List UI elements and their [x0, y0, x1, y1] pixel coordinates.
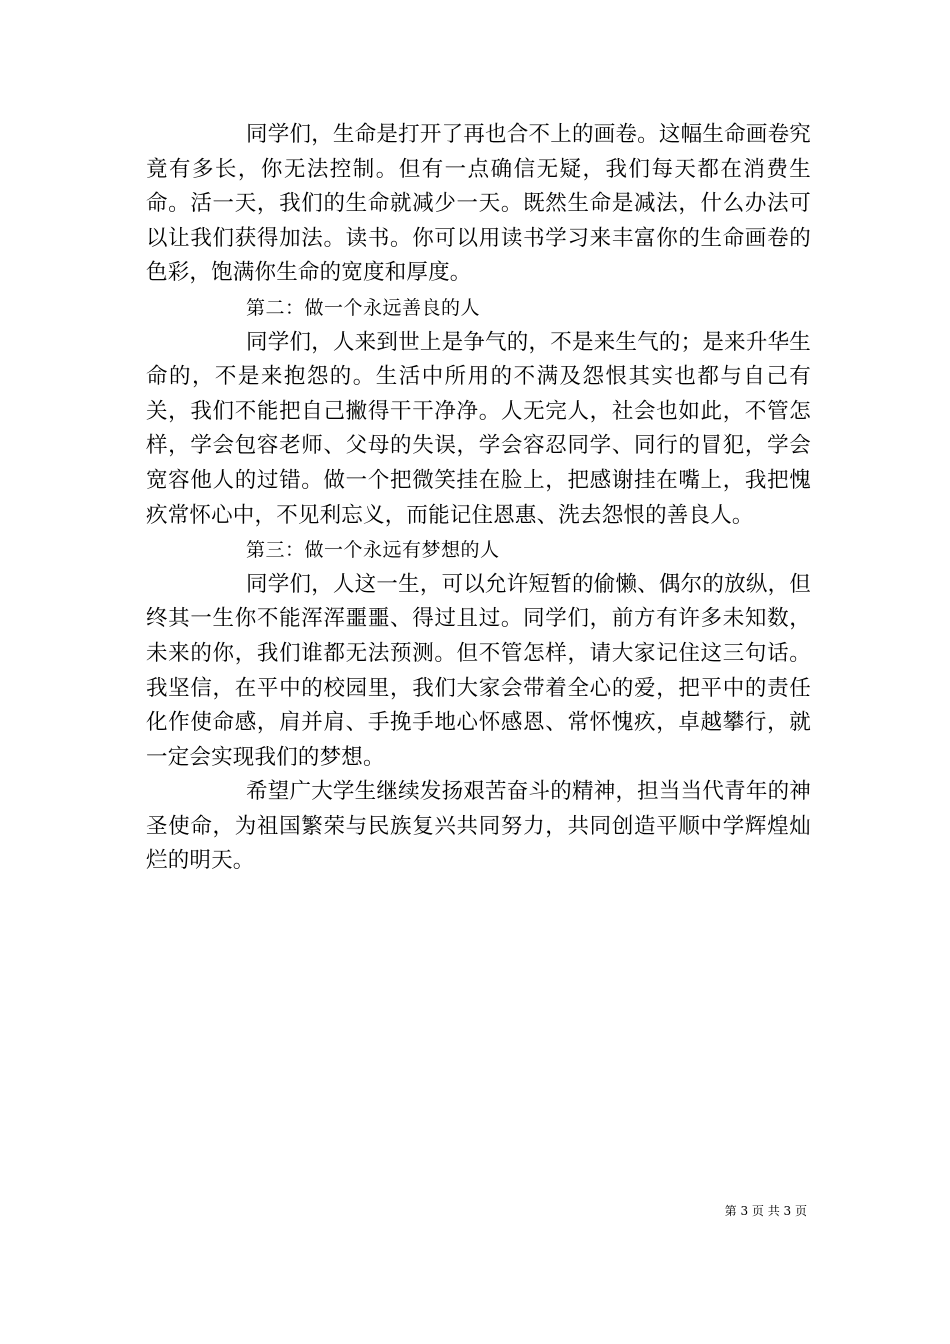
page-number-footer: 第 3 页 共 3 页 — [724, 1204, 807, 1218]
section-heading-dream: 第三：做一个永远有梦想的人 — [246, 539, 500, 562]
section-heading-kindness: 第二：做一个永远善良的人 — [246, 296, 481, 319]
paragraph-reading: 同学们，生命是打开了再也合不上的画卷。这幅生命画卷究竟有多长，你无法控制。但有一点确信无疑，我们每天都在消费生命。活一天，我们的生命就减少一天。既然生命是减法，什么办法可以让我们获得加法。读书。你可以用读书学习来丰富你的生命画卷的色彩，饱满你生命的宽度和厚度。 — [146, 122, 811, 286]
paragraph-closing: 希望广大学生继续发扬艰苦奋斗的精神，担当当代青年的神圣使命，为祖国繁荣与民族复兴共同努力，共同创造平顺中学辉煌灿烂的明天。 — [146, 779, 811, 874]
paragraph-kindness: 同学们，人来到世上是争气的，不是来生气的；是来升华生命的，不是来抱怨的。生活中所用的不满及怨恨其实也都与自己有关，我们不能把自己撇得干干净净。人无完人，社会也如此，不管怎样，学会包容老师、父母的失误，学会容忍同学、同行的冒犯，学会宽容他人的过错。做一个把微笑挂在脸上，把感谢挂在嘴上，我把愧疚常怀心中，不见利忘义，而能记住恩惠、洗去怨恨的善良人。 — [146, 329, 811, 528]
document-body — [146, 118, 811, 879]
paragraph-dream: 同学们，人这一生，可以允许短暂的偷懒、偶尔的放纵，但终其一生你不能浑浑噩噩、得过且过。同学们，前方有许多未知数，未来的你，我们谁都无法预测。但不管怎样，请大家记住这三句话。我坚信，在平中的校园里，我们大家会带着全心的爱，把平中的责任化作使命感，肩并肩、手挽手地心怀感恩、常怀愧疚，卓越攀行，就一定会实现我们的梦想。 — [146, 571, 811, 770]
